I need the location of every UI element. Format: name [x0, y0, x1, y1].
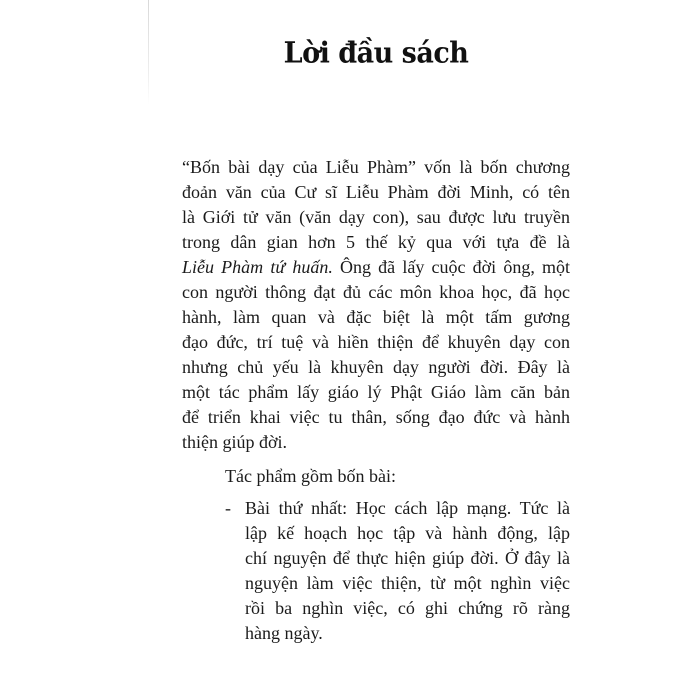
text-line: rồi ba nghìn việc, có ghi chứng rõ ràng [245, 598, 570, 618]
paragraph-1 [182, 155, 570, 455]
text-line: lập kế hoạch học tập và hành động, lập [245, 523, 570, 543]
body-text [182, 155, 570, 646]
text-line: Bài thứ nhất: Học cách lập mạng. Tức là [245, 498, 570, 518]
text-line: chí nguyện để thực hiện giúp đời. Ở đây là [245, 548, 570, 568]
text-line: để triển khai việc tu thân, sống đạo đức và hành [182, 407, 570, 427]
text-line: là Giới tử văn (văn dạy con), sau được lưu truyền [182, 207, 570, 227]
text-line: hành, làm quan và đặc biệt là một tấm gương [182, 307, 570, 327]
italic-book-title: Liễu Phàm tứ huấn. [182, 257, 333, 277]
text-segment: Ông đã lấy cuộc đời ông, một [332, 257, 570, 277]
page-title: Lời đầu sách [283, 36, 469, 71]
text-line: “Bốn bài dạy của Liễu Phàm” vốn là bốn chương [182, 157, 570, 177]
text-line: con người thông đạt đủ các môn khoa học, đã học [182, 282, 570, 302]
text-line: đoản văn của Cư sĩ Liễu Phàm đời Minh, có tên [182, 182, 570, 202]
scan-artifact-line [148, 0, 149, 105]
text-line: nguyện làm việc thiện, từ một nghìn việc [245, 573, 570, 593]
text-line [182, 255, 570, 280]
text-line: thiện giúp đời. [182, 432, 288, 452]
bullet-item [182, 496, 570, 646]
text-line: hàng ngày. [245, 623, 323, 643]
text-column [182, 38, 570, 646]
bullet-marker: - [225, 498, 231, 518]
text-line: một tác phẩm lấy giáo lý Phật Giáo làm căn bản [182, 382, 570, 402]
bullet-text [245, 496, 570, 646]
text-line: trong dân gian hơn 5 thế kỷ qua với tựa đề là [182, 232, 570, 252]
text-line: nhưng chủ yếu là khuyên dạy người đời. Đây là [182, 357, 570, 377]
paragraph-2: Tác phẩm gồm bốn bài: [225, 466, 396, 486]
text-line: đạo đức, trí tuệ và hiền thiện để khuyên dạy con [182, 332, 570, 352]
